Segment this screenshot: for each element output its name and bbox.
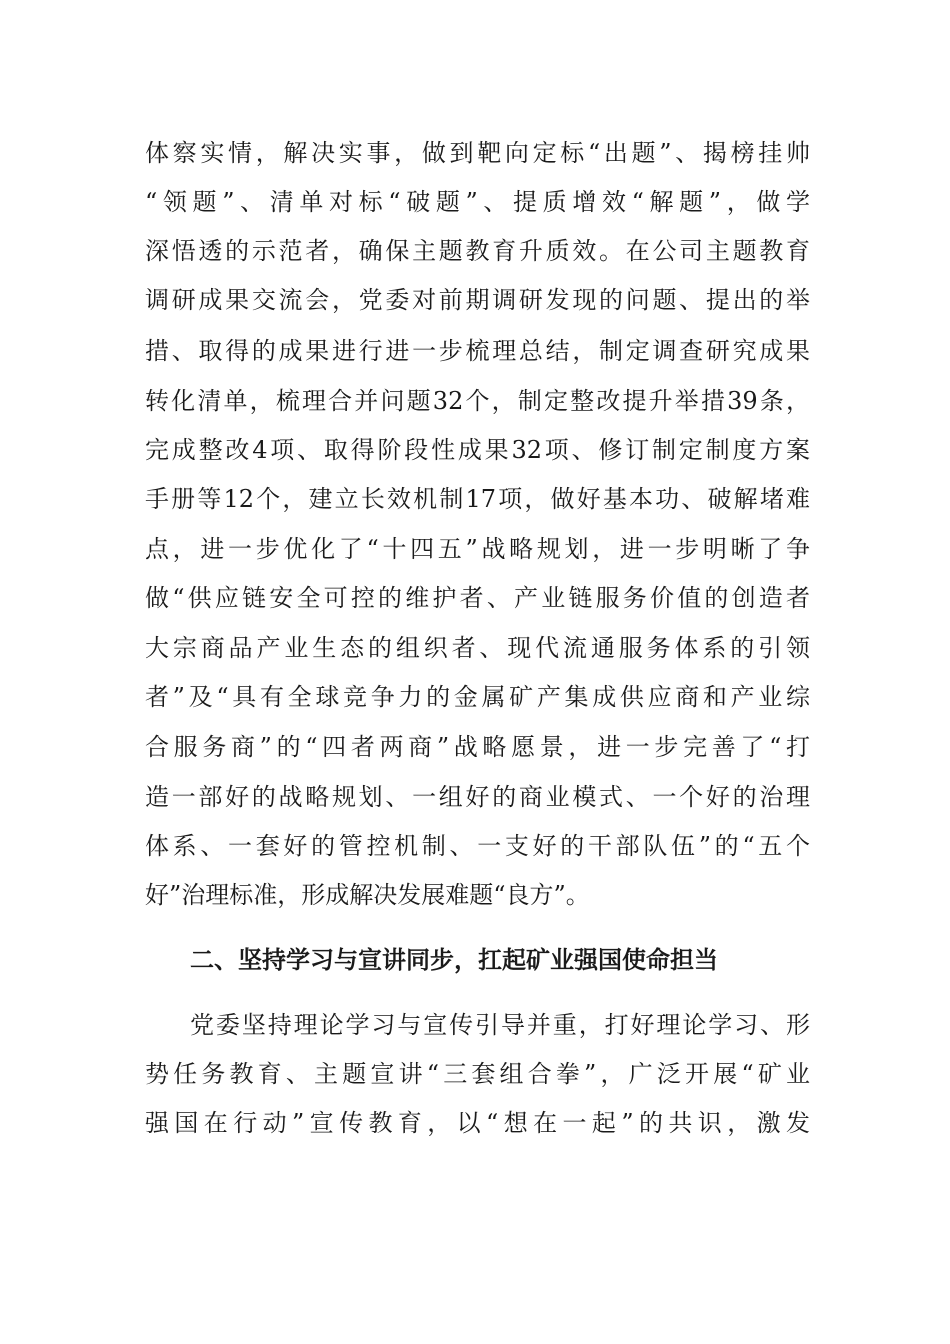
paragraph-line: 好”治理标准，形成解决发展难题“良方”。 (145, 881, 590, 909)
paragraph-line: 体系、一套好的管控机制、一支好的干部队伍”的“五个 (145, 832, 810, 860)
paragraph-line: 转化清单，梳理合并问题32个，制定整改提升举措39条， (145, 387, 810, 415)
paragraph-line: “领题”、清单对标“破题”、提质增效“解题”，做学 (145, 188, 810, 216)
paragraph-line: 者”及“具有全球竞争力的金属矿产集成供应商和产业综 (145, 683, 810, 711)
paragraph-line: 党委坚持理论学习与宣传引导并重，打好理论学习、形 (190, 1011, 810, 1039)
paragraph-line: 合服务商”的“四者两商”战略愿景，进一步完善了“打 (145, 733, 810, 761)
paragraph-line: 深悟透的示范者，确保主题教育升质效。在公司主题教育 (145, 237, 810, 265)
paragraph-line: 做“供应链安全可控的维护者、产业链服务价值的创造者 (145, 584, 810, 612)
section-heading: 二、坚持学习与宣讲同步，扛起矿业强国使命担当 (190, 946, 718, 974)
paragraph-line: 手册等12个，建立长效机制17项，做好基本功、破解堵难 (145, 485, 810, 513)
paragraph-line: 势任务教育、主题宣讲“三套组合拳”，广泛开展“矿业 (145, 1060, 810, 1088)
paragraph-line: 措、取得的成果进行进一步梳理总结，制定调查研究成果 (145, 337, 810, 365)
paragraph-line: 体察实情，解决实事，做到靶向定标“出题”、揭榜挂帅 (145, 139, 810, 167)
paragraph-line: 点，进一步优化了“十四五”战略规划，进一步明晰了争 (145, 535, 810, 563)
paragraph-line: 强国在行动”宣传教育，以“想在一起”的共识，激发 (145, 1109, 810, 1137)
paragraph-line: 造一部好的战略规划、一组好的商业模式、一个好的治理 (145, 783, 810, 811)
paragraph-line: 大宗商品产业生态的组织者、现代流通服务体系的引领 (145, 634, 810, 662)
paragraph-line: 完成整改4项、取得阶段性成果32项、修订制定制度方案 (145, 436, 810, 464)
paragraph-line: 调研成果交流会，党委对前期调研发现的问题、提出的举 (145, 286, 810, 314)
